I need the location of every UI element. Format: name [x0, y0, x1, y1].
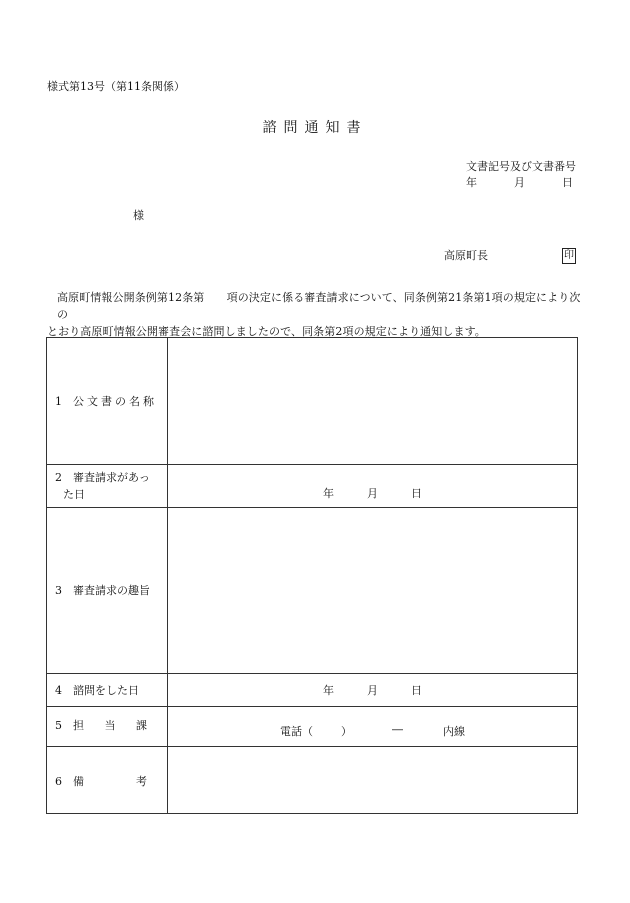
- row-department: [47, 707, 578, 747]
- field-request-purpose[interactable]: [168, 508, 578, 674]
- document-number-label: 文書記号及び文書番号: [466, 160, 576, 173]
- addressee-suffix: 様: [133, 209, 144, 222]
- seal-mark: 印: [562, 248, 576, 264]
- field-request-date[interactable]: 年 月 日: [168, 465, 578, 508]
- row-document-name: [47, 338, 578, 465]
- field-inquiry-date[interactable]: 年 月 日: [168, 674, 578, 707]
- body-text: [47, 289, 587, 340]
- body-line-2: とおり高原町情報公開審査会に諮問しましたので、同条第2項の規定により通知します。: [47, 325, 486, 338]
- row-request-date: [47, 465, 578, 508]
- label-request-purpose: 3 審査請求の趣旨: [47, 508, 168, 674]
- field-remarks[interactable]: [168, 747, 578, 814]
- row-request-purpose: [47, 508, 578, 674]
- row-remarks: [47, 747, 578, 814]
- issue-date: [466, 177, 573, 188]
- label-inquiry-date: 4 諮問をした日: [47, 674, 168, 707]
- field-department[interactable]: 電話（ ） ― 内線: [168, 707, 578, 747]
- body-line-1: 高原町情報公開条例第12条第 項の決定に係る審査請求について、同条例第21条第1項の規定により次の: [57, 291, 581, 321]
- document-title: 諮問通知書: [262, 120, 368, 136]
- label-request-date: 2 審査請求があっ た日: [47, 465, 168, 508]
- label-remarks: 6 備 考: [47, 747, 168, 814]
- notice-form-table: [46, 337, 578, 814]
- row-inquiry-date: [47, 674, 578, 707]
- form-number: 様式第13号（第11条関係）: [47, 80, 185, 93]
- issue-date-month: 月: [514, 176, 525, 189]
- label-department: 5 担 当 課: [47, 707, 168, 747]
- issue-date-year: 年: [466, 176, 477, 189]
- field-document-name[interactable]: [168, 338, 578, 465]
- issue-date-day: 日: [562, 176, 573, 189]
- issuer-name: 高原町長: [444, 249, 488, 262]
- label-document-name: 1 公文書の名称: [47, 338, 168, 465]
